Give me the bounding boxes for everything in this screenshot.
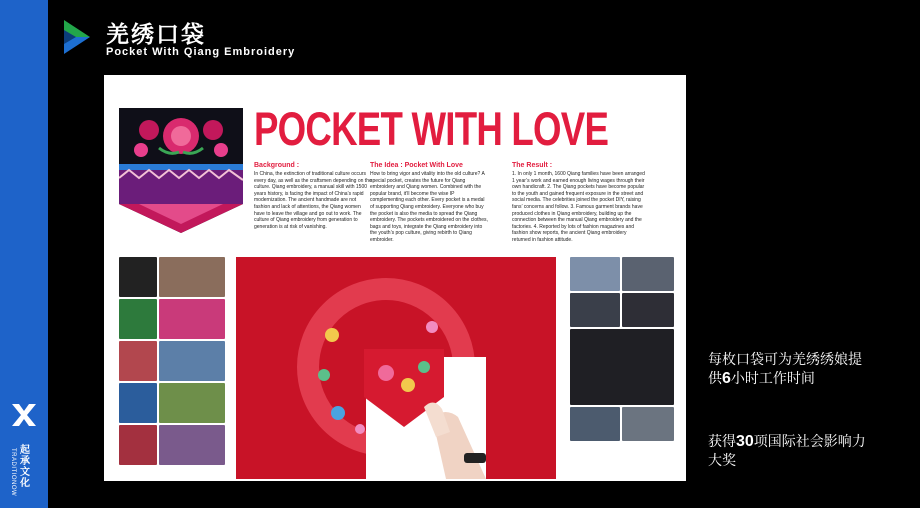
photo-tile xyxy=(119,257,157,297)
photo-tile xyxy=(119,341,157,381)
photo-tile xyxy=(570,293,620,327)
page-title: 羌绣口袋 xyxy=(106,21,206,47)
result-body: 1. In only 1 month, 1600 Qiang families have been arranged 1 year’s work and earned enough living wages through their own handicraft. 2. The Qiang pockets have become popular to the youth and gained frequent exposure in the street and social media. The celebrities joined the pocket DIY, raising fans’ concerns and follow. 3. Famous garment brands have produced clothes in Qiang embroidery, building up the connection between the manual Qiang embroidery and the factories. 4. Reported by lots of fashion magazines and fashion show reports, the ancient Qiang embroidery returned in fashion attitude. xyxy=(512,171,645,243)
photo-tile xyxy=(159,257,225,297)
idea-body: How to bring vigor and vitality into the old culture? A special pocket, creates the future for Qiang embroidery and Qiang women. Combined with the popular brand, it’ll become the wise IP complementing each other. Every pocket is a medal of supporting Qiang embroidery. Everyone who buy the pocket is also the media to spread the Qiang embroidery. The pockets embroidered on the clothes, bags and toys, integrate the Qiang embroidery into the youth’s pop culture, giving rebirth to Qiang embroider. xyxy=(370,171,488,243)
photo-tile xyxy=(159,383,225,423)
photo-tile xyxy=(159,425,225,465)
brand-mark-icon xyxy=(10,400,38,430)
right-photo-grid xyxy=(570,257,674,441)
pocket-illustration xyxy=(236,257,556,479)
campaign-poster xyxy=(104,75,686,481)
result-column xyxy=(512,161,646,244)
stat-hours-text: 每枚口袋可为羌绣绣娘提供 xyxy=(708,351,862,386)
pocket-hero-photo xyxy=(236,257,556,479)
left-photo-grid xyxy=(119,257,225,465)
idea-column xyxy=(370,161,488,244)
photo-tile xyxy=(622,257,674,291)
stat-hours-text-end: 小时工作时间 xyxy=(730,370,815,386)
brand-name-cn: 起承文化 xyxy=(20,445,30,489)
stat-awards-number: 30 xyxy=(736,433,754,450)
impact-stat-hours xyxy=(708,350,874,388)
photo-tile xyxy=(622,407,674,441)
photo-tile xyxy=(570,329,674,405)
page-subtitle: Pocket With Qiang Embroidery xyxy=(106,46,296,58)
photo-tile xyxy=(119,425,157,465)
photo-tile xyxy=(622,293,674,327)
embroidery-badge-image xyxy=(119,108,243,233)
photo-tile xyxy=(119,299,157,339)
background-body: In China, the extinction of traditional culture occurs every day, as well as the craftsmen depending on the culture. Qiang embroidery, a manual skill with 1500 years history, is facing the impact of China’s rapid modernization. The ancient handmade are not fashion and lack of attentions, the Qiang women have to leave the village and go out to work. The culture of Qiang embroidery from generation to generation is at risk of vanishing. xyxy=(254,171,372,230)
result-heading: The Result : xyxy=(512,162,553,169)
impact-stat-awards xyxy=(708,432,874,470)
idea-heading: The Idea : Pocket With Love xyxy=(370,162,463,169)
poster-headline: POCKET WITH LOVE xyxy=(254,102,609,155)
stat-awards-text: 获得 xyxy=(708,433,736,449)
photo-tile xyxy=(159,299,225,339)
photo-tile xyxy=(119,383,157,423)
stat-hours-number: 6 xyxy=(722,370,731,387)
brand-name-en: TRADITIONOW xyxy=(10,448,16,497)
photo-tile xyxy=(570,407,620,441)
background-column xyxy=(254,161,372,230)
photo-tile xyxy=(570,257,620,291)
stat-awards-text-end: 项国际社会影响力大奖 xyxy=(708,433,866,468)
play-logo-icon xyxy=(62,18,92,56)
photo-tile xyxy=(159,341,225,381)
background-heading: Background : xyxy=(254,162,300,169)
